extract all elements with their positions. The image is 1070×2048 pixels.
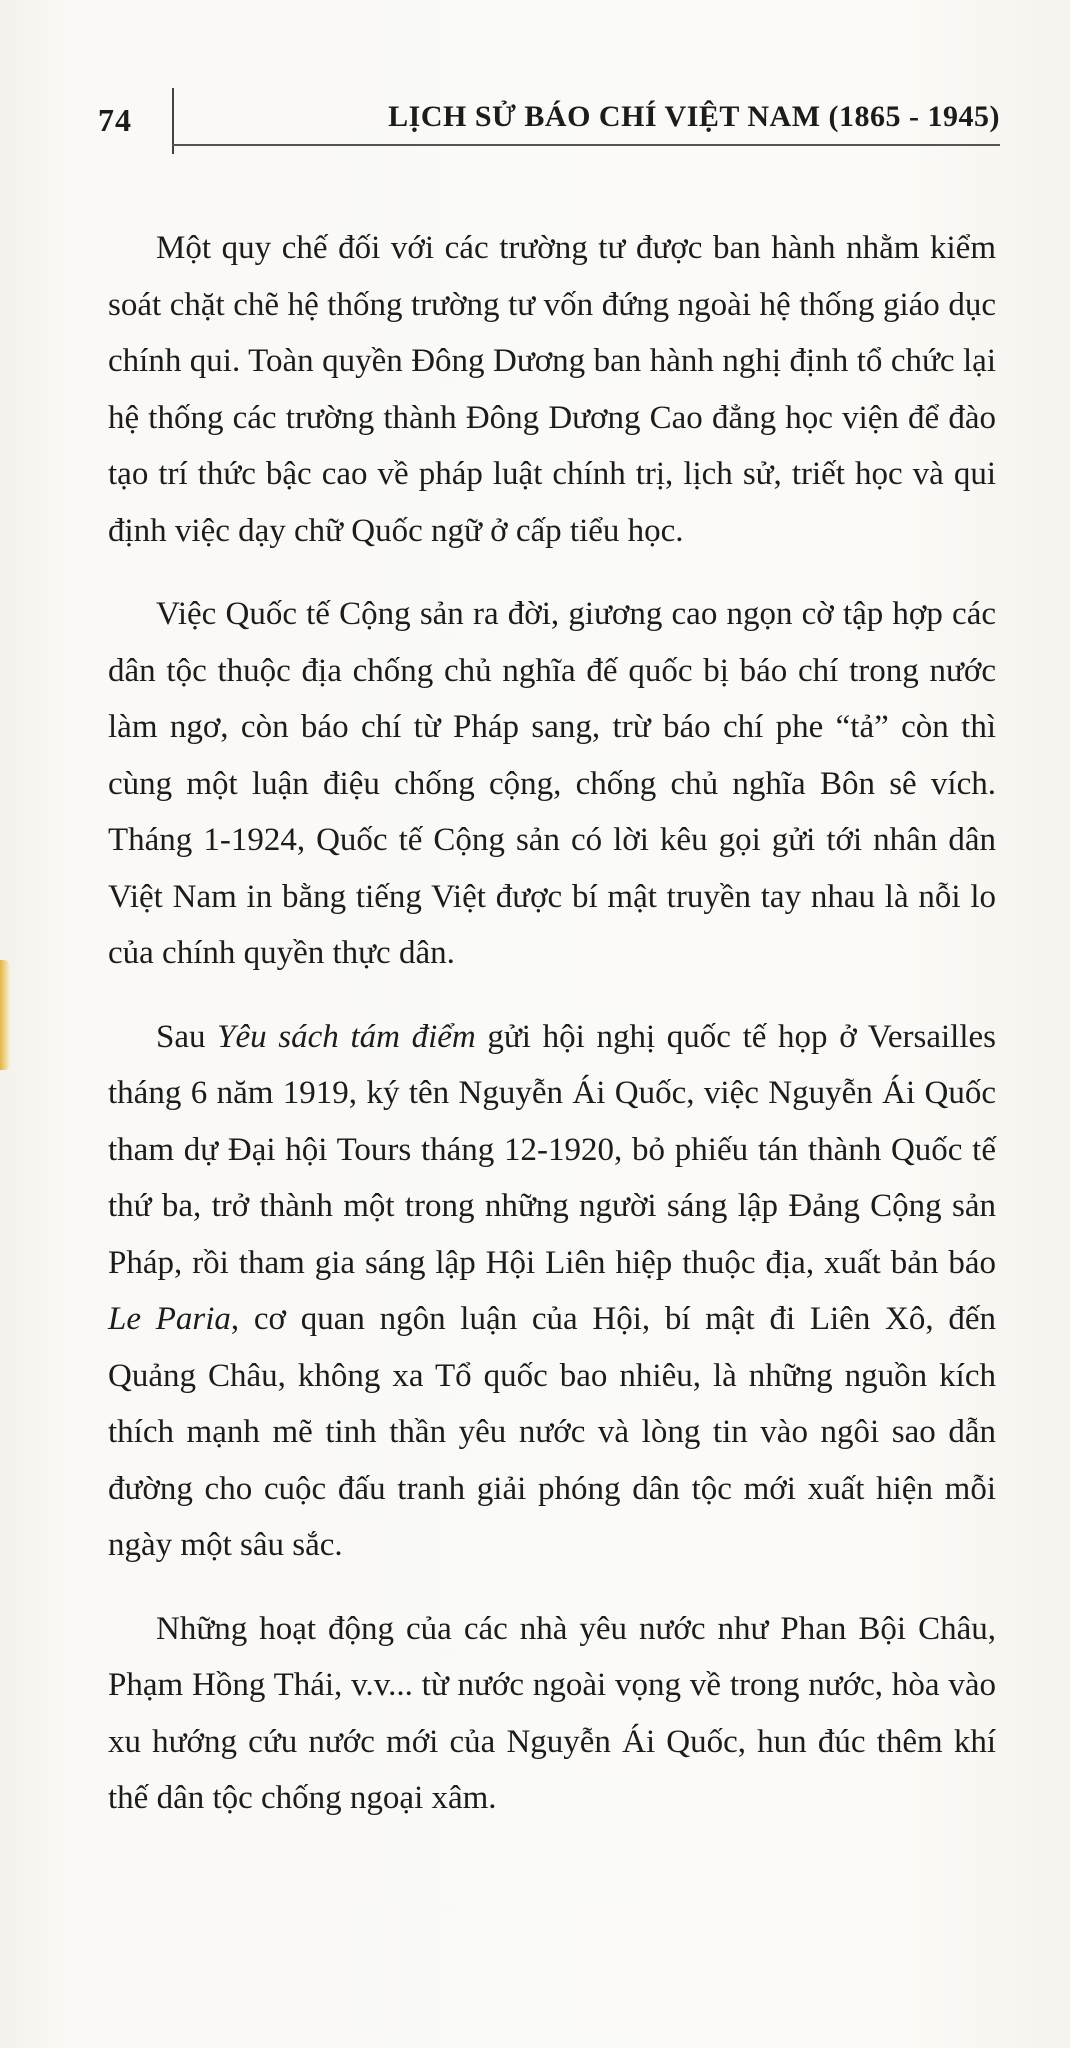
paragraph-2: Việc Quốc tế Cộng sản ra đời, giương cao ngọn cờ tập hợp các dân tộc thuộc địa chống chủ nghĩa đế quốc bị báo chí trong nước làm ngơ, còn báo chí từ Pháp sang, trừ báo chí phe “tả” còn thì cùng một luận điệu chống cộng, chống chủ nghĩa Bôn sê vích. Tháng 1-1924, Quốc tế Cộng sản có lời kêu gọi gửi tới nhân dân Việt Nam in bằng tiếng Việt được bí mật truyền tay nhau là nỗi lo của chính quyền thực dân. bbox=[108, 596, 996, 971]
paragraph-1: Một quy chế đối với các trường tư được ban hành nhằm kiểm soát chặt chẽ hệ thống trường tư vốn đứng ngoài hệ thống giáo dục chính qui. Toàn quyền Đông Dương ban hành nghị định tổ chức lại hệ thống các trường thành Đông Dương Cao đẳng học viện để đào tạo trí thức bậc cao về pháp luật chính trị, lịch sử, triết học và qui định việc dạy chữ Quốc ngữ ở cấp tiểu học. bbox=[108, 230, 996, 549]
paragraph-4: Những hoạt động của các nhà yêu nước như Phan Bội Châu, Phạm Hồng Thái, v.v... từ nước ngoài vọng về trong nước, hòa vào xu hướng cứu nước mới của Nguyễn Ái Quốc, hun đúc thêm khí thế dân tộc chống ngoại xâm. bbox=[108, 1610, 996, 1816]
page-edge-highlight bbox=[0, 960, 10, 1070]
running-title: LỊCH SỬ BÁO CHÍ VIỆT NAM (1865 - 1945) bbox=[388, 100, 1000, 133]
italic-title-yeu-sach: Yêu sách tám điểm bbox=[217, 1018, 476, 1055]
paragraph-3 bbox=[108, 1009, 996, 1574]
page-number: 74 bbox=[98, 102, 132, 138]
body-text bbox=[108, 220, 996, 1854]
paragraph-3-text-a: Sau bbox=[156, 1018, 218, 1055]
paragraph-3-text-c: , cơ quan ngôn luận của Hội, bí mật đi Liên Xô, đến Quảng Châu, không xa Tổ quốc bao nhiêu, là những nguồn kích thích mạnh mẽ tinh thần yêu nước và lòng tin vào ngôi sao dẫn đường cho cuộc đấu tranh giải phóng dân tộc mới xuất hiện mỗi ngày một sâu sắc. bbox=[108, 1301, 996, 1563]
page-header bbox=[90, 96, 1000, 156]
header-rule bbox=[172, 144, 1000, 146]
italic-title-le-paria: Le Paria bbox=[108, 1301, 231, 1337]
paragraph-3-text-b: gửi hội nghị quốc tế họp ở Versailles tháng 6 năm 1919, ký tên Nguyễn Ái Quốc, việc Nguyễn Ái Quốc tham dự Đại hội Tours tháng 12-1920, bỏ phiếu tán thành Quốc tế thứ ba, trở thành một trong những người sáng lập Đảng Cộng sản Pháp, rồi tham gia sáng lập Hội Liên hiệp thuộc địa, xuất bản báo bbox=[108, 1018, 996, 1281]
